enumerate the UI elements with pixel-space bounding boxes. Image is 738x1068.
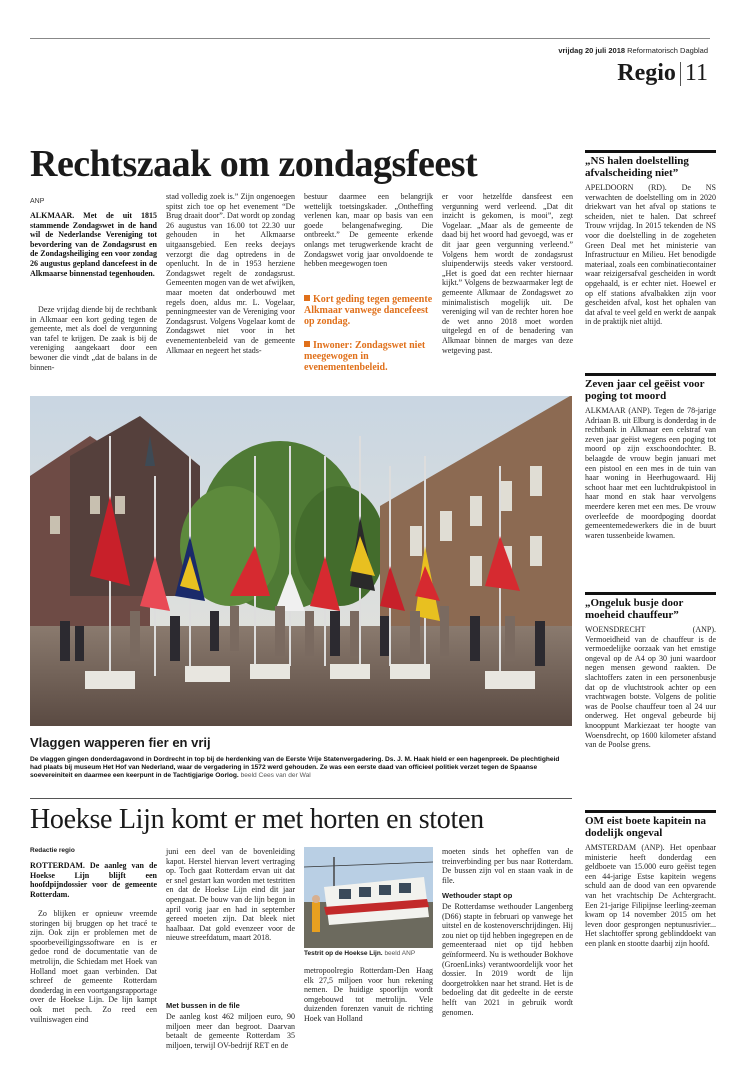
page-number: 11 [684,60,708,86]
hoekse-col1 [30,909,157,1024]
pullquote-1 [304,294,433,327]
hoekse-col2-text: juni een deel van de bovenleiding kapot. Herstel hiervan levert vertraging op. Toch gaat Rotterdam ervan uit dat er snel gestart kan worden met testritten en dat de Hoekse Lijn eind dit jaar opengaat. De bouw van de lijn begon in april vorig jaar en had in september gereed moeten zijn. Dat bleek niet haalbaar. Dat gold evenzeer voor de nieuwe streefdatum, maart 2018. [166,847,295,943]
sidebar-item-1-title: „NS halen doelstelling afvalscheiding niet” [585,155,689,179]
main-col2-text: stad volledig zoek is.” Zijn ongenoegen spitst zich toe op het evenement “De Brug draait door”. Dat wordt op zondag 26 augustus van 16.00 tot 22.30 uur gehouden in het Alkmaarse uitgaansgebied. Een reeks deejays verzorgt die dag optredens in de openlucht. In de in 1953 herziene Zondagswet regelt de zondagsrust. Gemeenten mogen van de wet afwijken, maar moeten dat onderbouwd met regels doen, aldus mr. L. Vogelaar, penningmeester van de Vereniging voor Zondagsrust. Volgens Vogelaar komt de Zondagswet niet voor in het evenementenbeleid van de gemeente Alkmaar en negeert het stads- [166,192,295,355]
header-date: vrijdag 20 juli 2018 [558,46,626,55]
section-header [617,60,708,87]
pullquote-1-marker [304,295,310,301]
sidebar-item-3-title: „Ongeluk busje door moeheid chauffeur” [585,597,684,621]
hoekse-col4 [442,847,573,885]
tram-photo-caption [304,950,433,957]
sidebar-rule-3 [585,592,716,595]
hoekse-title: Hoekse Lijn komt er met horten en stoten [30,804,484,835]
hoekse-col2 [166,847,295,943]
sidebar-item-4-body: AMSTERDAM (ANP). Het openbaar ministerie heeft donderdag een geldboete van 15.000 euro geëist tegen een 44-jarige Estse kapitein wegens schuld aan de dood van een opvarende van het vrachtschip De Achtergracht. Een 21-jarige Filipijnse leerling-zeeman kwam op 14 november 2015 om het leven door gesprongen neptunusrivier... Het slachtoffer sprong geblinddoekt van een plank en stootte daarbij zijn hoofd. [585,843,716,948]
tram-photo-illustration [304,847,433,948]
sidebar-item-1 [585,155,716,327]
pullquote-1-text: Kort geding tegen gemeente Alkmaar vanwege dancefeest op zondag. [304,294,433,327]
flags-photo [30,396,572,726]
sidebar-item-2-body: ALKMAAR (ANP). Tegen de 78-jarige Adriaan B. uit Elburg is donderdag in de rechtbank in Alkmaar een celstraf van zeven jaar geëist wegens een poging tot moord op zijn exschoondochter. B. belaagde de vrouw begin januari met een pistool en een mes in de tuin van haar woning in Heerhugowaard. Hij schoot haar met een luchtdrukpistool in haar mond en stak haar vervolgens meerdere keren met een mes. De vrouw overleefde de moordpoging doordat gemeentemedewerkers die in de buurt waren tussenbeide kwamen. [585,406,716,540]
photo-headline: Vlaggen wapperen fier en vrij [30,735,211,750]
sidebar-item-2-title: Zeven jaar cel geëist voor poging tot moord [585,378,705,402]
hoekse-top-rule [30,798,572,799]
sidebar-rule-4 [585,810,716,813]
sidebar-item-4-title: OM eist boete kapitein na dodelijk ongeval [585,815,706,839]
flags-photo-illustration [30,396,572,726]
main-col1 [30,305,157,372]
photo-credit: beeld Cees van der Wal [240,772,311,780]
section-name: Regio [617,60,676,86]
hoekse-col4-text: moeten sinds het opheffen van de treinverbinding per bus naar Rotterdam. De bussen zijn vol en staan vaak in de file. [442,847,573,885]
sidebar-item-1-body: APELDOORN (RD). De NS verwachten de doelstelling om in 2020 driekwart van het afval op stations te scheiden, niet te halen. Dat schreef Trouw vrijdag. In 2015 tekenden de NS voor die doelstelling in de zogeheten Green Deal met het ministerie van Infrastructuur en Milieu. Het benodigde materiaal, zoals een combinatiecontainer waar reizigersafval gescheiden in wordt opgehaald, is er echter niet. Hoewel er op elf stations afvalbakken zijn voor gescheiden afval, kost het ophalen van dat afval te veel geld en werkt de aanpak in de praktijk niet altijd. [585,183,716,327]
main-article-title: Rechtszaak om zondagsfeest [30,143,478,185]
hoekse-col3-text: metropoolregio Rotterdam-Den Haag elk 27,5 miljoen voor hun rekening nemen. De huidige spoorlijn wordt omgebouwd tot metrolijn. Vele duizenden forenzen vanuit de richting Hoek van Holland [304,966,433,1023]
section-divider [680,62,681,86]
main-col3 [304,192,433,269]
hoekse-col3 [304,966,433,1024]
hoekse-byline: Redactie regio [30,847,75,854]
hoekse-col4b [442,902,573,1017]
hoekse-col2b [166,1012,295,1050]
sidebar-rule-2 [585,373,716,376]
main-byline: ANP [30,198,45,205]
sidebar-item-4 [585,815,716,949]
tram-caption-text: Testrit op de Hoekse Lijn. [304,950,383,957]
photo-caption [30,756,572,781]
main-col1-text: Deze vrijdag diende bij de rechtbank in Alkmaar een kort geding tegen de gemeente, met als doel de vergunning van tafel te krijgen. De zaak is bij de vereniging aangekaart door een bewoner die vindt „dat de balans in de binnen- [30,305,157,372]
pullquote-2-text: Inwoner: Zondagswet niet meegewogen in evenementenbeleid. [304,340,426,373]
main-col4-text: er voor hetzelfde dansfeest een vergunning werd verleend. „Dat dit inzicht is gekomen, is mooi”, zegt Vogelaar. „Maar als de gemeente de daad bij het woord had gevoegd, was er dit jaar geen vergunning verleend.” Volgens hem wordt de zondagsrust sluipenderwijs steeds vaker verstoord. „Het is goed dat een rechter hiernaar kijkt.” Volgens de bezwaarmaker legt de gemeente Alkmaar de Zondagswet zo minimalistisch mogelijk uit. De vereniging wil van de rechter horen hoe de wet anno 2018 moet worden uitgelegd en of de benadering van Alkmaar binnen de marges van deze wetgeving past. [442,192,573,355]
photo-caption-text: De vlaggen gingen donderdagavond in Dordrecht in top bij de herdenking van de Eerste Vrije Statenvergadering. Ds. J. M. Haak hield er een hagenpreek. De plechtigheid had plaats bij museum Het Hof van Nederland, waar de vergadering in 1572 werd gehouden. Ze was een eerste daad van officieel politiek verzet tegen de Spaanse soevereiniteit en daarmee een keerpunt in de Tachtigjarige Oorlog. [30,756,560,780]
pullquote-2-marker [304,341,310,347]
main-col2 [166,192,295,355]
main-col3-text: bestuur daarmee een belangrijk wettelijk toetsingskader. „Ontheffing verlenen kan, maar op basis van een goede belangenafweging. Die ontbreekt.” De gemeente erkende onlangs met terugwerkende kracht de Zondagswet vorig jaar onvoldoende te hebben meegewogen toen [304,192,433,269]
sidebar-item-3 [585,597,716,750]
hoekse-col2b-text: De aanleg kost 462 miljoen euro, 90 miljoen meer dan begroot. Daarvan betaalt de gemeente Rotterdam 35 miljoen, terwijl OV-bedrijf RET en de [166,1012,295,1050]
sidebar-top-rule [585,150,716,153]
header-rule [30,38,710,39]
hoekse-lead [30,861,157,899]
hoekse-sub2: Wethouder stapt op [442,891,513,900]
main-lead [30,211,157,278]
hoekse-col4b-text: De Rotterdamse wethouder Langenberg (D66) stapte in februari op vanwege het uitstel en de kostenoverschrijdingen. Hij zou niet op tijd hebben ingegrepen en de gemeenteraad niet op tijd hebben geïnformeerd. Nu is wethouder Bokhove (GroenLinks) verantwoordelijk voor het dossier. In 2019 wordt de lijn doorgetrokken naar het strand. Het is de bedoeling dat dit gedeelte in de eerste helft van 2021 in gebruik wordt genomen. [442,902,573,1017]
main-lead-text: ALKMAAR. Met de uit 1815 stammende Zondagswet in de hand wil de Nederlandse Vereniging tot bevordering van de Zondagsrust en de Zondagsheiliging een voor zondag 26 augustus gepland dancefeest in de Alkmaarse binnenstad tegenhouden. [30,211,157,278]
tram-caption-credit: beeld ANP [384,950,416,957]
header-dateline [558,46,708,55]
hoekse-col1-text: Zo blijken er opnieuw vreemde storingen bij bruggen op het tracé te zijn. Ook zijn er problemen met de spoorbeveiligingssoftware en is er gedoe rond de documentatie van de metrolijn, die Schiedam met Hoek van Holland moet gaan verbinden. Dat schreef de gemeente Rotterdam donderdag in een voortgangsrapportage over de Hoekse Lijn. De lijn kampt ook met pech. Zo reed een vuilniswagen eind [30,909,157,1024]
tram-photo [304,847,433,948]
hoekse-lead-text: ROTTERDAM. De aanleg van de Hoekse Lijn blijft een hoofdpijndossier voor de gemeente Rotterdam. [30,861,157,899]
hoekse-sub1: Met bussen in de file [166,1001,240,1010]
sidebar-item-2 [585,378,716,540]
header-paper: Reformatorisch Dagblad [627,46,708,55]
main-col4 [442,192,573,355]
sidebar-item-3-body: WOENSDRECHT (ANP). Vermoeidheid van de chauffeur is de vermoedelijke oorzaak van het ernstige ongeval op de A4 op 30 juni waardoor negen mensen gewond raakten. De slachtoffers zaten in een personenbusje dat op de vluchtstrook achter op een vrachtwagen botste. Volgens de politie was de Poolse chauffeur toen al 24 uur onderweg. Het ongeval gebeurde bij knooppunt Markiezaat ter hoogte van Woensdrecht, op 1600 kilometer afstand van de Poolse grens. [585,625,716,750]
pullquote-2 [304,340,433,373]
